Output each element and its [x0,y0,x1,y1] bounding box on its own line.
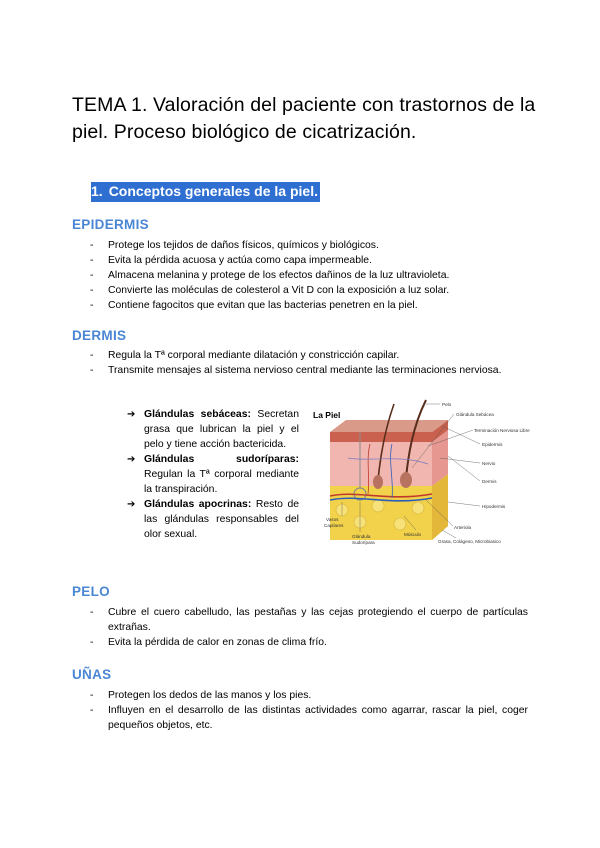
gland-item [127,497,299,542]
gland-text: Resto de las glándulas responsables del olor sexual. [144,499,300,540]
gland-item [127,452,299,497]
diagram-title: La Piel [313,410,341,420]
list-item: - Evita la pérdida acuosa y actúa como capa impermeable. [90,253,528,268]
list-item: - Almacena melanina y protege de los efectos dañinos de la luz ultravioleta. [90,268,528,283]
dermis-list [90,348,528,378]
label-pelo: Pelo [442,402,452,407]
arrow-right-icon: ➔ [127,454,136,465]
list-item: - Protegen los dedos de las manos y los pies. [90,688,528,703]
section-label: Conceptos generales de la piel. [108,183,318,199]
label-sudoripara: Sudorípara [352,540,375,545]
label-hipodermis: Hipodermis [482,504,506,509]
list-item: - Regula la Tª corporal mediante dilatación y constricción capilar. [90,348,528,363]
section-heading [91,182,320,202]
gland-item [127,407,299,452]
epidermis-heading: EPIDERMIS [72,217,149,232]
gland-text: Regulan la Tª corporal mediante la transpiración. [144,469,299,495]
gland-name: Glándulas sebáceas: [144,409,251,420]
unas-list [90,688,528,733]
label-dermis: Dermis [482,479,497,484]
label-glandula: Glándula [352,534,371,539]
gland-text: Secretan grasa que lubrican la piel y el pelo y tiene acción bactericida. [144,409,299,450]
pelo-list [90,605,528,650]
label-vasos: Vasos [326,517,339,522]
list-item: - Contiene fagocitos que evitan que las bacterias penetren en la piel. [90,298,528,313]
gland-name: Glándulas sudoríparas: [144,454,299,465]
label-epidermis: Epidermis [482,442,503,447]
unas-heading: UÑAS [72,667,112,682]
arrow-right-icon: ➔ [127,499,136,510]
list-item: - Transmite mensajes al sistema nervioso central mediante las terminaciones nerviosa. [90,363,528,378]
list-item: - Protege los tejidos de daños físicos, químicos y biológicos. [90,238,528,253]
epidermis-list [90,238,528,313]
list-item: - Convierte las moléculas de colesterol a Vit D con la exposición a luz solar. [90,283,528,298]
list-item: - Evita la pérdida de calor en zonas de clima frío. [90,635,528,650]
list-item: - Cubre el cuero cabelludo, las pestañas y las cejas protegiendo el cuerpo de partículas extrañas. [90,605,528,635]
gland-name: Glándulas apocrinas: [144,499,252,510]
arrow-right-icon: ➔ [127,409,136,420]
label-arteriola: Arteriola [454,525,472,530]
skin-diagram [308,398,530,548]
label-grasa: Grasa, Colágeno, Microbiasico [438,539,501,544]
page-title: TEMA 1. Valoración del paciente con trastornos de la piel. Proceso biológico de cicatrización. [72,94,536,143]
dermis-heading: DERMIS [72,328,127,343]
pelo-heading: PELO [72,584,110,599]
list-item: - Influyen en el desarrollo de las distintas actividades como agarrar, rascar la piel, coger pequeños objetos, etc. [90,703,528,733]
section-number: 1. [91,183,103,199]
label-glandula-sebacea: Glándula Sebácea [456,412,494,417]
label-nervio: Nervio [482,461,496,466]
label-musculo: Músculo [404,532,422,537]
glands-list [127,407,299,542]
label-capilares: Capilares [324,523,344,528]
label-terminacion-nerviosa: Terminación Nerviosa Libre [474,428,530,433]
